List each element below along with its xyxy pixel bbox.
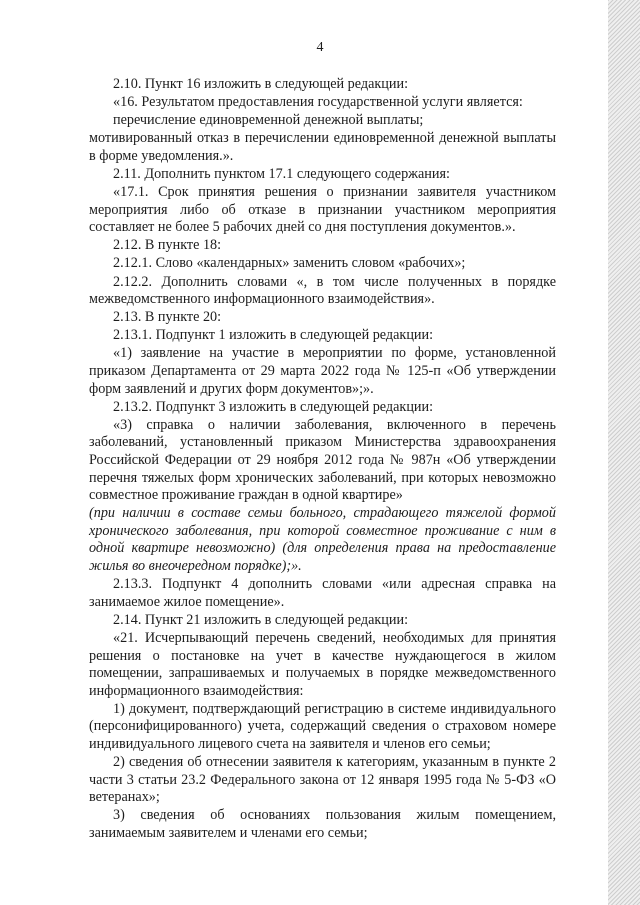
paragraph-2-13-3: 2.13.3. Подпункт 4 дополнить словами «или адресная справка на занимаемое жилое помещение».	[89, 576, 556, 610]
paragraph-16-quote: «16. Результатом предоставления государственной услуги является:	[113, 94, 523, 111]
paragraph-2-12: 2.12. В пункте 18:	[113, 237, 222, 254]
paragraph-subitem-3-note: (при наличии в составе семьи больного, страдающего тяжелой формой хронического заболевания, при которой совместное проживание с ним в одной квартире невозможно) (для определения права на предоставление жилья во внеочередном порядке);».	[89, 505, 556, 575]
scan-edge-strip	[608, 0, 640, 905]
paragraph-subitem-1: «1) заявление на участие в мероприятии по форме, установленной приказом Департамента от 29 марта 2022 года № 125-п «Об утверждении форм заявлений и других форм документов»;».	[89, 345, 556, 397]
paragraph-2-12-1: 2.12.1. Слово «календарных» заменить словом «рабочих»;	[113, 255, 466, 272]
paragraph-2-13: 2.13. В пункте 20:	[113, 309, 222, 326]
paragraph-subitem-3: «3) справка о наличии заболевания, включенного в перечень заболеваний, установленный приказом Министерства здравоохранения Российской Федерации от 29 ноября 2012 года № 987н «Об утверждении перечня тяжелых форм хронических заболеваний, при которых невозможно совместное проживание граждан в одной квартире»	[89, 416, 556, 504]
paragraph-16-item-2: мотивированный отказ в перечислении единовременной денежной выплаты в форме уведомления.».	[89, 130, 556, 164]
paragraph-21-item-3: 3) сведения об основаниях пользования жилым помещением, занимаемым заявителем и членами его семьи;	[89, 807, 556, 841]
paragraph-2-10: 2.10. Пункт 16 изложить в следующей редакции:	[113, 76, 409, 92]
paragraph-21-quote: «21. Исчерпывающий перечень сведений, необходимых для принятия решения о постановке на учет в качестве нуждающегося в жилом помещении, запрашиваемых и получаемых в порядке межведомственного информационного взаимодействия:	[89, 629, 556, 699]
paragraph-2-13-2: 2.13.2. Подпункт 3 изложить в следующей редакции:	[113, 398, 434, 415]
paragraph-21-item-2: 2) сведения об отнесении заявителя к категориям, указанным в пункте 2 части 3 статьи 23.2 Федерального закона от 12 января 1995 года № 5-ФЗ «О ветеранах»;	[89, 754, 556, 806]
paragraph-2-12-2: 2.12.2. Дополнить словами «, в том числе полученных в порядке межведомственного информационного взаимодействия».	[89, 273, 556, 308]
paragraph-2-13-1: 2.13.1. Подпункт 1 изложить в следующей редакции:	[113, 327, 434, 344]
paragraph-2-11: 2.11. Дополнить пунктом 17.1 следующего содержания:	[113, 165, 450, 182]
paragraph-21-item-1: 1) документ, подтверждающий регистрацию в системе индивидуального (персонифицированного) учета, содержащий сведения о страховом номере индивидуального лицевого счета на заявителя и членов его семьи;	[89, 700, 556, 752]
document-body	[89, 76, 556, 843]
paragraph-16-item-1: перечисление единовременной денежной выплаты;	[113, 112, 424, 129]
paragraph-17-1-quote: «17.1. Срок принятия решения о признании заявителя участником мероприятия либо об отказе в признании участником мероприятия составляет не более 5 рабочих дней со дня поступления документов.».	[89, 184, 556, 236]
paragraph-2-14: 2.14. Пункт 21 изложить в следующей редакции:	[113, 611, 409, 628]
page-number: 4	[316, 40, 324, 55]
